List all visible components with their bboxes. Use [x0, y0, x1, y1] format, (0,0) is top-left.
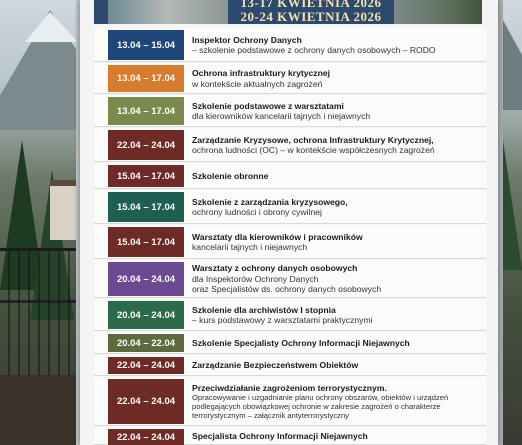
course-title: Szkolenie obronne [192, 170, 269, 181]
rollup-banner [80, 0, 498, 445]
course-subtitle: ochrony ludności i obrony cywilnej [192, 207, 322, 217]
header-dates-1: 13-17 KWIETNIA 2026 [240, 0, 382, 10]
course-row [94, 260, 486, 298]
course-row [94, 63, 486, 94]
course-row [94, 377, 486, 426]
course-subtitle: w kontekście aktualnych zagrożeń [192, 78, 323, 89]
course-row [94, 190, 486, 224]
course-subtitle-extra: oraz Specjalistów ds. ochrony danych osobowych [192, 284, 382, 295]
course-subtitle: dla kierowników kancelarii tajnych i niejawnych [192, 111, 371, 121]
header-dates-2: 20-24 KWIETNIA 2026 [240, 9, 382, 24]
course-row [94, 128, 486, 162]
date-badge: 20.04 – 24.04 [108, 301, 184, 329]
course-row [94, 163, 486, 189]
date-badge: 13.04 – 15.04 [108, 30, 184, 60]
banner-header [94, 0, 482, 24]
header-landscape-photo [394, 0, 482, 24]
course-row [94, 427, 486, 445]
date-badge: 22.04 – 24.04 [108, 429, 184, 445]
course-description [192, 356, 482, 375]
course-title: Ochrona infrastruktury krytycznej [192, 68, 331, 78]
course-title: Szkolenie z zarządzania kryzysowego, [192, 196, 348, 207]
course-subtitle: – kurs podstawowy z warsztatami praktycznymi [192, 315, 373, 325]
course-description [192, 226, 482, 258]
course-title: Zarządzanie Kryzysowe, ochrona Infrastruktury Krytycznej, [192, 134, 434, 145]
course-row [94, 28, 486, 62]
date-badge: 15.04 – 17.04 [108, 227, 184, 257]
course-title: Specjalista Ochrony Informacji Niejawnych [192, 430, 368, 441]
balcony-railing [0, 248, 78, 378]
course-description [192, 164, 482, 188]
date-badge: 13.04 – 17.04 [108, 97, 184, 125]
course-row [94, 299, 486, 331]
course-title: Zarządzanie Bezpieczeństwem Obiektów [192, 360, 359, 371]
date-badge: 20.04 – 24.04 [108, 262, 184, 296]
date-badge: 13.04 – 17.04 [108, 65, 184, 92]
course-title: Szkolenie Specjalisty Ochrony Informacji Niejawnych [192, 337, 410, 348]
course-description [192, 129, 482, 161]
course-subtitle: kancelarii tajnych i niejawnych [192, 242, 308, 252]
course-description [192, 300, 482, 330]
course-row [94, 355, 486, 376]
course-title: Przeciwdziałanie zagrożeniom terrorystycznym. [192, 382, 387, 393]
course-title: Warsztaty z ochrony danych osobowych [192, 263, 358, 274]
course-description [192, 428, 482, 444]
course-description [192, 29, 482, 61]
date-badge: 15.04 – 17.04 [108, 192, 184, 222]
course-description [192, 261, 482, 297]
date-badge: 20.04 – 22.04 [108, 334, 184, 352]
course-description [192, 378, 482, 425]
date-badge: 22.04 – 24.04 [108, 379, 184, 424]
course-title: Warsztaty dla kierowników i pracowników [192, 231, 363, 242]
course-subtitle: dla Inspektorów Ochrony Danych [192, 273, 319, 284]
date-badge: 15.04 – 17.04 [108, 165, 184, 187]
date-badge: 22.04 – 24.04 [108, 130, 184, 160]
snow-peak [25, 12, 78, 42]
course-subtitle: Opracowywanie i uzgadnianie planu ochrony obszarów, obiektów i urządzeń podlegających obowiązkowej ochronie w zakresie zagrożeń o charakterze terrorystycznym – załącznik antyterrorystyczny [192, 393, 449, 421]
course-title: Szkolenie dla archiwistów I stopnia [192, 304, 336, 315]
course-title: Inspektor Ochrony Danych [192, 34, 302, 45]
course-row [94, 225, 486, 259]
course-row [94, 95, 486, 127]
date-badge: 22.04 – 24.04 [108, 357, 184, 374]
course-description [192, 64, 482, 93]
course-subtitle: ochrona ludności (OC) – w kontekście współczesnych zagrożeń [192, 145, 435, 155]
header-hotel-photo [108, 0, 228, 24]
course-description [192, 96, 482, 126]
course-row [94, 332, 486, 354]
course-description [192, 191, 482, 223]
course-title: Szkolenie podstawowe z warsztatami [192, 100, 344, 111]
course-description [192, 333, 482, 353]
course-subtitle: – szkolenie podstawowe z ochrony danych osobowych – RODO [192, 45, 436, 55]
